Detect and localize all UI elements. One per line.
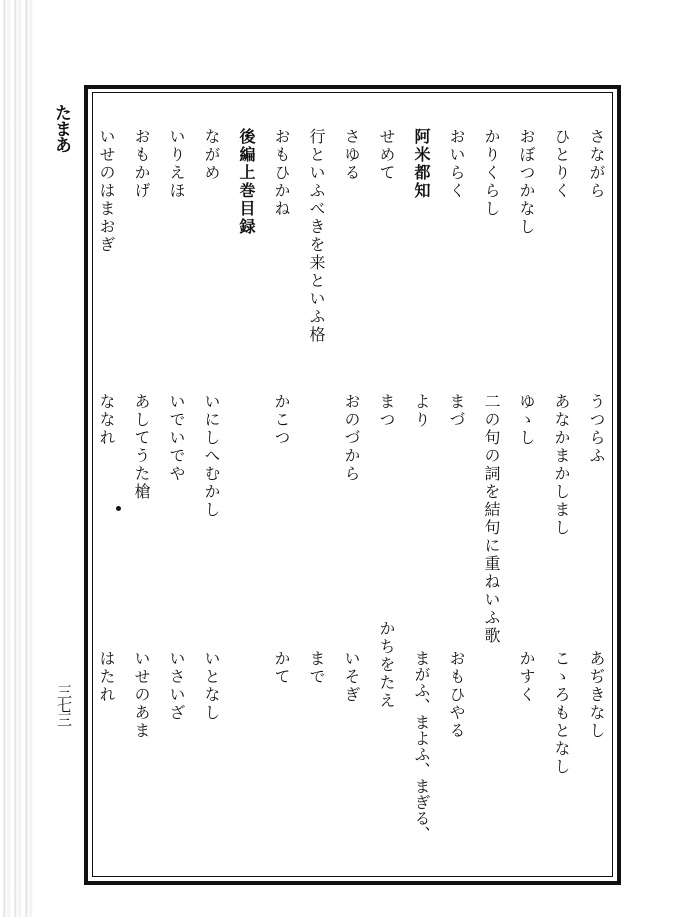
column-8-low: いそぎ [342, 650, 361, 704]
column-14-low: いせのあま [132, 650, 151, 740]
column-10-low2: かて [272, 650, 291, 686]
column-14-top: おもかげ [132, 128, 151, 200]
column-7-top: せめて [377, 128, 396, 182]
column-1-top: さながら [587, 128, 606, 200]
column-3-mid: ゆゝし [517, 393, 536, 447]
column-13-mid: いでいでや [167, 393, 186, 483]
column-2-top: ひとりく [552, 128, 571, 200]
column-8-top: さゆる [342, 128, 361, 182]
page-number: 三七三 [55, 684, 73, 726]
column-5-mid: まづ [447, 393, 466, 429]
column-10-low: まで [307, 650, 326, 686]
column-6-top: 阿米都知 [412, 128, 431, 200]
column-1-mid: うつらふ [587, 393, 606, 465]
column-6-mid: より [412, 393, 431, 429]
column-10-top: おもひかね [272, 128, 291, 218]
running-title: たまあ [51, 104, 71, 152]
ink-dot [116, 506, 121, 511]
column-2-mid: あなかまかしまし [552, 393, 571, 537]
column-14-mid: あしてうた槍 [132, 393, 151, 501]
column-5-top: おいらく [447, 128, 466, 200]
column-3-low: かすく [517, 650, 536, 704]
column-4-mid: 二の句の詞を結句に重ねいふ歌 [482, 393, 501, 645]
column-15-low: はたれ [97, 650, 116, 704]
column-5-low: おもひやる [447, 650, 466, 740]
column-6-low: まがふ、まよふ、まぎる、 [412, 650, 431, 842]
column-10-mid: かこつ [272, 393, 291, 447]
page-gutter-shadow [0, 0, 34, 917]
column-15-top: いせのはまおぎ [97, 128, 116, 254]
column-2-low: こゝろもとなし [552, 650, 571, 776]
column-3-top: おぼつかなし [517, 128, 536, 236]
column-13-low: いさいざ [167, 650, 186, 722]
column-9-top: 行といふべきを来といふ格 [307, 128, 326, 344]
column-12-top: ながめ [202, 128, 221, 182]
column-12-low: いとなし [202, 650, 221, 722]
column-15-mid: ななれ [97, 393, 116, 447]
column-1-low: あぢきなし [587, 650, 606, 740]
column-13-top: いりえほ [167, 128, 186, 200]
column-8-mid: おのづから [342, 393, 361, 483]
column-7-low: かちをたえ [377, 620, 396, 710]
column-12-mid: いにしへむかし [202, 393, 221, 519]
column-7-mid: まつ [377, 393, 396, 429]
column-4-top: かりくらし [482, 128, 501, 218]
section-heading: 後編上巻目録 [237, 128, 256, 236]
